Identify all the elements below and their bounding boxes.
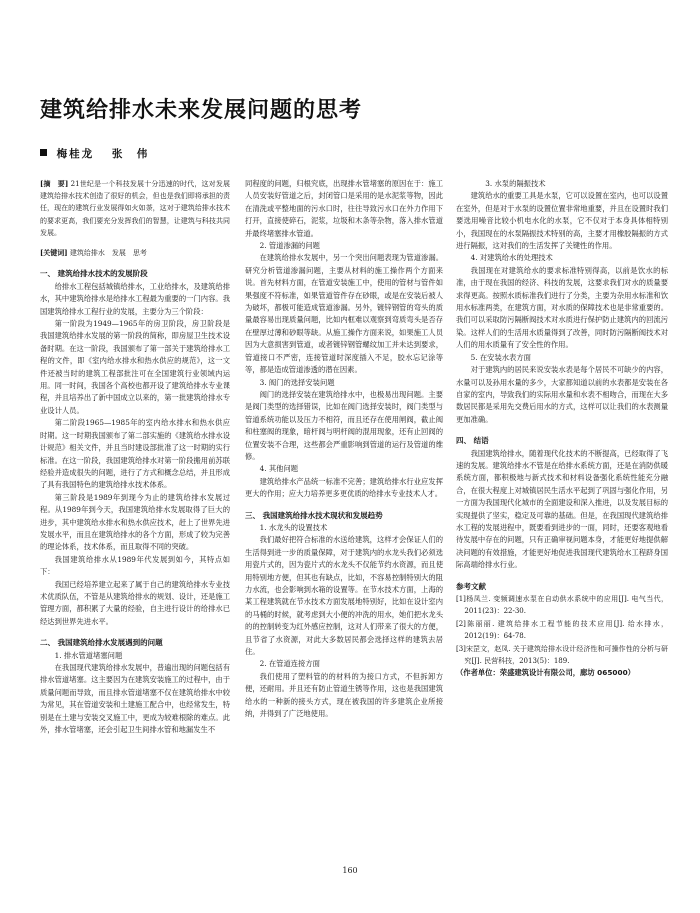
keywords-label: [关键词] xyxy=(40,248,68,258)
subsection-heading: 5. 在安装水表方面 xyxy=(470,352,531,362)
abstract xyxy=(40,178,230,239)
column-right-body xyxy=(456,178,668,680)
section-heading: 四、 结语 xyxy=(456,436,489,446)
section-heading: 参考文献 xyxy=(456,581,486,591)
author-name: 梅桂龙 xyxy=(56,148,95,160)
subsection-heading: 3. 阀门的选择安装问题 xyxy=(259,377,335,387)
author-name: 张 伟 xyxy=(111,148,150,160)
page-number: 160 xyxy=(342,866,358,875)
author-line xyxy=(40,146,163,161)
paragraph: 阀门的选择安装在建筑给排水中，也极易出现问题。主要是阀门类型的选择错误，比如在阀门选择安装时，阀门类型与管道系统功能以及压力不相符，而且还存在使用闸阀，截止阀和柱塞阀的现象，暗杆阀与明杆阀的混用现象，还有止回阀的位置安装不合理，这些都会严重影响到管道的运行及管道的维修。 xyxy=(245,389,443,461)
column-middle-body xyxy=(245,178,443,720)
reference-item: [3]宋罡文，赵凤. 关于建筑给排水设计经济性和可操作性的分析与研究[J]. 民营科技，2013(5)：189. xyxy=(456,644,668,666)
keywords xyxy=(40,247,230,259)
paragraph: 在我国现代建筑给排水发展中，普遍出现的问题包括有排水管道堵塞。这主要因为在建筑安装施工的过程中，由于质量问题而导致，而且排水管道堵塞不仅在建筑给排水中较为常见，其在管道安装和土建施工配合中，也经常发生，特别是在土建与安装交叉施工中，更成为较难根除的难点。此外，排水管堵塞，还会引起卫生间排水管和地漏发生不 xyxy=(40,663,230,735)
paragraph: 建筑给水的重要工具是水泵，它可以设置在室内，也可以设置在室外，但是对于水泵的设置位置非常地重要，并且在设置时我们要选用噪音比较小机电水化的水泵，它不仅对于本身具体相特别小，我国现在的水泵隔振技术特别的高，主要才用橡胶隔振的方式进行隔振，这对我们的生活发挥了关键性的作用。 xyxy=(456,191,668,251)
paragraph: 给排水工程包括城镇给排水，工业给排水，及建筑给排水，其中建筑给排水是给排水工程最为重要的一门内容。我国建筑给排水工程行业的发展，主要分为三个阶段： xyxy=(40,281,230,316)
paragraph: 我国已经培养建立起来了属于自己的建筑给排水专业技术优质队伍，不管是从建筑给排水的规划、设计，还是施工管理方面，都积累了大量的经验，自主进行设计的给排水已经达到世界先进水平。 xyxy=(40,579,230,626)
subsection-heading: 3. 水泵的隔振技术 xyxy=(485,179,546,188)
subsection-heading: 1. 排水管道堵塞问题 xyxy=(54,650,123,660)
keywords-text: 建筑给排水 发展 思考 xyxy=(69,249,147,258)
paragraph: 我国现在对建筑给水的要求标准特别得高，以前是饮水的标准，由于现在我国的经济、科技的发展，这要求我们对水的质量要求得更高。按照水质标准我们进行了分类，主要为杂用水标准和饮用水标准两类，在建筑方面，对水质的保障技术也是非常重要的。我们可以采取防污隔断阀技术对水质进行保护防止建筑内的回流污染。这样人们的生活用水质量得到了改善，同时防污隔断阀技术对人们的用水质量有了安全性的作用。 xyxy=(456,265,668,350)
subsection-heading: 4. 其他问题 xyxy=(259,464,299,474)
abstract-text: 21世纪是一个科技发展十分迅速的时代，这对发展建筑给排水技术创造了很好的机会，但也是我们即将承担的责任，现在的建筑行业发展得如火如荼，这对于建筑给排水技术的要求更高，我们要充分发挥我们的智慧，让建筑与科技共同发展。 xyxy=(40,180,230,237)
subsection-heading: 2. 在管道连接方面 xyxy=(259,659,320,669)
paragraph: 第二阶段1965—1985年的室内给水排水和热水供应时期。这一时期我国颁布了第二部实施的《建筑给水排水设计规范》相关文件，并且当时建设部批准了这一时期的实行标准。在这一阶段，我国建筑给排水对第一阶段搬用前苏联经验并造成很失的问题，进行了方式和概念总结，并且形成了具有我国特色的建筑给排水技术体系。 xyxy=(40,418,230,490)
column-left-body xyxy=(40,268,230,736)
subsection-heading: 1. 水龙头的设置技术 xyxy=(259,522,328,532)
paragraph: 我国建筑给排水，随着现代化技术的不断提高，已经取得了飞速的发展。建筑给排水不管是在给排水系统方面，还是在消防供暖系统方面，都积极地与新式技术和材料设备强化系统性能充分融合，在很大程度上对城镇居民生活水平起到了巩固与强化作用，另一方面为我国现代化城市的全面建设和深入推进，以及发展目标的实现提供了坚实，稳定及可靠的基础。但是，在我国现代建筑给排水工程的发展进程中，既要看到进步的一面，同时，还要客观地看待发展中存在的问题，只有正确审视问题本身，才能更好地提供解决问题的有效措施，才能更好地促进我国现代建筑给水工程跻身国际高端给排水行业。 xyxy=(456,448,668,570)
article-title: 建筑给排水未来发展问题的思考 xyxy=(40,98,363,123)
reference-item: [1]杨凤兰. 变频调速水泵在自动供水系统中的应用[J]. 电气当代，2011(23)：22-30. xyxy=(456,595,668,616)
paragraph: 建筑给排水产品统一标准不完善；建筑给排水行业应发挥更大的作用；应大力培养更多更优质的给排水专业技术人才。 xyxy=(245,476,443,499)
section-heading: 三、 我国建筑给排水技术现状和发展趋势 xyxy=(245,510,383,520)
paragraph: 我们最好把符合标准的水送给建筑，这样才会保证人们的生活得到进一步的质量保障，对于建筑内的水龙头我们必须选用瓷片式的，因为瓷片式的水龙头不仅能节约水资源，而且使用特别地方便，但其也有缺点，比如，不容易控制特别大的阻力水流，也会影响到水箱的设置等。在节水技术方面，上海的某工程建筑就在节水技术方面发展地特别好，比如在设计室内的马桶的时候，就考虑到大小便的冲洗的用水，她们把水龙头的的控制转变为红外感应控制，这对人们带来了很大的方便，且节省了水资源，对此大多数居民都会选择这样的建筑去居住。 xyxy=(245,535,443,657)
paragraph: 在建筑给排水发展中，另一个突出问题表现为管道渗漏。研究分析管道渗漏问题，主要从材料的施工操作两个方面来说。首先材料方面，在管道安装施工中，使用的管材与管件如果强度不符标准，如果管道管件存在砂眼，或是在安装后被人为破坏，都极可能造成管道渗漏。另外，镀锌钢管的弯头的质量最容易出现质量问题，比如内框难以观察到弯质弯头是否存在壁厚过薄和砂眼等缺。从施工操作方面来说，如果施工人员因为大意损害到管道，或者镀锌钢管螺纹加工并未达到要求，管道接口不严密，连接管道时深度插入不足，胶水忘记涂等等，都是造成管道渗透的潜在因素。 xyxy=(245,253,443,375)
section-heading: 二、 我国建筑给排水发展遇到的问题 xyxy=(40,638,163,648)
reference-item: [2]陈丽丽. 建筑给排水工程节能的技术应用[J]. 给水排水，2012(19)：64-78. xyxy=(456,619,668,641)
square-bullet-icon xyxy=(40,149,47,156)
paragraph: 我国建筑给排水从1989年代发展到如今，其特点如下： xyxy=(40,554,230,577)
paragraph: 对于建筑内的居民来说安装水表是每个居民不可缺少的内容，水量可以及孙用水量的多少，大家都知道以前的水表都是安装在各自家的室内，导致我们的实际用水量和水表不相吻合，而现在大多数居民都是采用先交费后用水的方式，这样可以让我们的水表测量更加准确。 xyxy=(456,365,668,424)
subsection-heading: 2. 管道渗漏的问题 xyxy=(259,241,320,251)
column-left xyxy=(40,178,230,838)
paragraph: 第一阶段为1949—1965年的房卫阶段，房卫阶段是我国建筑给排水发展的第一阶段的简称，即房屋卫生技术设备时期。在这一阶段，我国颁布了第一部关于建筑给排水工程的文件，即《室内给水排水和热水供应的规范》，这一文件还被当时的建筑工程部批注可在全国建筑行业领域内运用。同一时间，我国各个高校也都开设了建筑给排水专业课程，并且培养出了新中国成立以来的，第一批建筑给排水专业设计人员。 xyxy=(40,319,230,415)
column-right xyxy=(456,178,668,838)
subsection-heading: 4. 对建筑给水的处理技术 xyxy=(470,253,553,263)
paragraph: 第三阶段是1989年到现今为止的建筑给排水发展过程。从1989年到今天，我国建筑给排水发展取得了巨大的进步，其中建筑给水排水和热水供应技术，赶上了世界先进发展水平，而且在建筑给排水的各个方面，形成了较为完善的理论体系，技术体系，而且取得不同的突破。 xyxy=(40,492,230,552)
abstract-label: [摘 要] xyxy=(40,179,69,188)
author-affiliation: （作者单位：荣盛建筑设计有限公司，廊坊 065000） xyxy=(456,668,635,678)
column-middle xyxy=(245,178,443,838)
paragraph: 我们使用了塑料管的的材料的为接口方式，不但拆卸方便，还耐用。并且还有防止管道生锈等作用，这也是我国建筑给水的一种新的接头方式，现在被我国的许多建筑企业所接纳，并得到了广泛地使用。 xyxy=(245,671,443,719)
section-heading: 一、 建筑给排水技术的发展阶段 xyxy=(40,269,148,279)
paragraph-continued: 同程度的问题，归根究底，出现排水管堵塞的原因在于：施工人员安装好管道之后，封闭管口是采用的是水泥浆等物，因此在清洗或平整地面的污水口时，往往导致污水口在外力作用下打开，直接使碎石，泥浆，垃圾和木条等杂物，落入排水管道并最终堵塞排水管道。 xyxy=(245,179,443,238)
